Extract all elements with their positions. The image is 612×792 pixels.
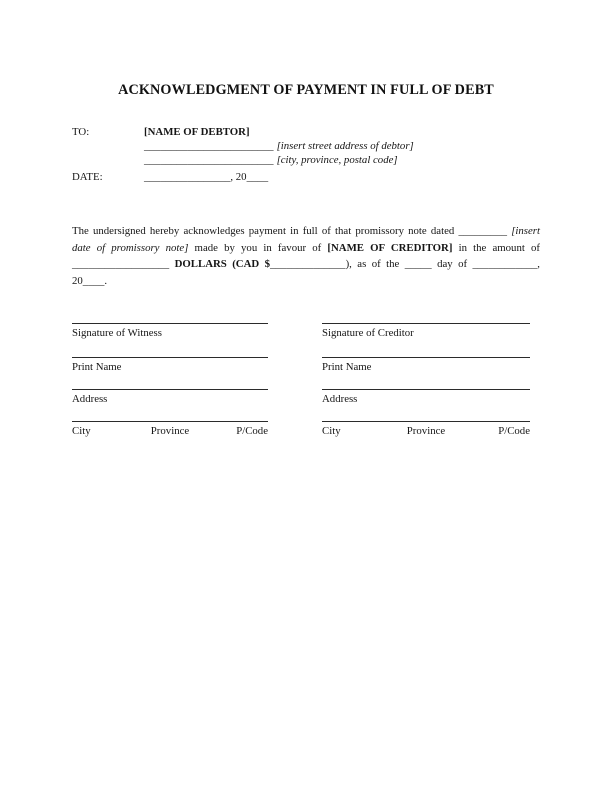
creditor-name-placeholder: [NAME OF CREDITOR] xyxy=(327,241,453,254)
witness-postal-code-label: P/Code xyxy=(236,425,268,437)
witness-print-name-label: Print Name xyxy=(72,361,122,373)
street-address-line xyxy=(144,140,540,154)
spacer xyxy=(72,140,144,154)
creditor-address-field xyxy=(322,389,530,421)
witness-signature-block xyxy=(72,323,268,438)
debtor-name-placeholder: [NAME OF DEBTOR] xyxy=(144,126,250,138)
to-block xyxy=(72,126,540,167)
date-label: DATE: xyxy=(72,171,103,183)
to-row-city xyxy=(72,154,540,168)
paragraph-line-1 xyxy=(72,223,540,240)
year-blank: 20____. xyxy=(72,274,108,287)
dollars-cad-label: DOLLARS (CAD $ xyxy=(174,258,270,271)
creditor-address-label: Address xyxy=(322,393,358,405)
paragraph-line-4 xyxy=(72,273,540,290)
witness-city-label: City xyxy=(72,425,91,437)
to-label: TO: xyxy=(72,126,90,138)
witness-print-name-field xyxy=(72,357,268,389)
witness-city-province-field xyxy=(72,421,268,438)
street-address-blank: ________________________ xyxy=(144,139,274,152)
witness-signature-field xyxy=(72,323,268,357)
creditor-print-name-label: Print Name xyxy=(322,361,372,373)
creditor-print-name-field xyxy=(322,357,530,389)
creditor-province-label: Province xyxy=(406,425,446,437)
witness-signature-label: Signature of Witness xyxy=(72,327,162,339)
document-title: ACKNOWLEDGMENT OF PAYMENT IN FULL OF DEBT xyxy=(118,82,494,98)
street-address-hint: [insert street address of debtor] xyxy=(276,139,414,152)
creditor-signature-label: Signature of Creditor xyxy=(322,327,414,339)
body-text: made by you in favour of xyxy=(188,241,328,254)
paragraph-line-2 xyxy=(72,240,540,257)
amount-words-blank: __________________ xyxy=(72,258,175,271)
to-row-name xyxy=(72,126,540,140)
date-row xyxy=(72,171,540,185)
city-province-blank: ________________________ xyxy=(144,153,274,166)
date-blank: ________________, 20____ xyxy=(144,171,269,183)
body-text: in the amount of xyxy=(452,241,540,254)
witness-city-row xyxy=(72,425,268,438)
to-row-street xyxy=(72,140,540,154)
witness-address-field xyxy=(72,389,268,421)
creditor-city-row xyxy=(322,425,530,438)
creditor-city-province-field xyxy=(322,421,530,438)
witness-address-label: Address xyxy=(72,393,108,405)
city-province-hint: [city, province, postal code] xyxy=(276,153,398,166)
witness-province-label: Province xyxy=(150,425,190,437)
creditor-postal-code-label: P/Code xyxy=(498,425,530,437)
creditor-signature-block xyxy=(322,323,530,438)
date-block xyxy=(72,171,540,185)
spacer xyxy=(72,154,144,168)
insert-date-hint-cont: date of promissory note] xyxy=(72,241,189,254)
paragraph-line-3 xyxy=(72,256,540,273)
creditor-signature-field xyxy=(322,323,530,357)
insert-date-hint: [insert xyxy=(511,225,540,237)
city-province-line xyxy=(144,154,540,168)
acknowledgment-paragraph xyxy=(72,223,540,289)
creditor-city-label: City xyxy=(322,425,341,437)
body-text: The undersigned hereby acknowledges payment in full of that promissory note dated _________ xyxy=(72,225,512,237)
amount-figures-blank: ______________), as of the _____ day of ____________, xyxy=(270,258,540,271)
